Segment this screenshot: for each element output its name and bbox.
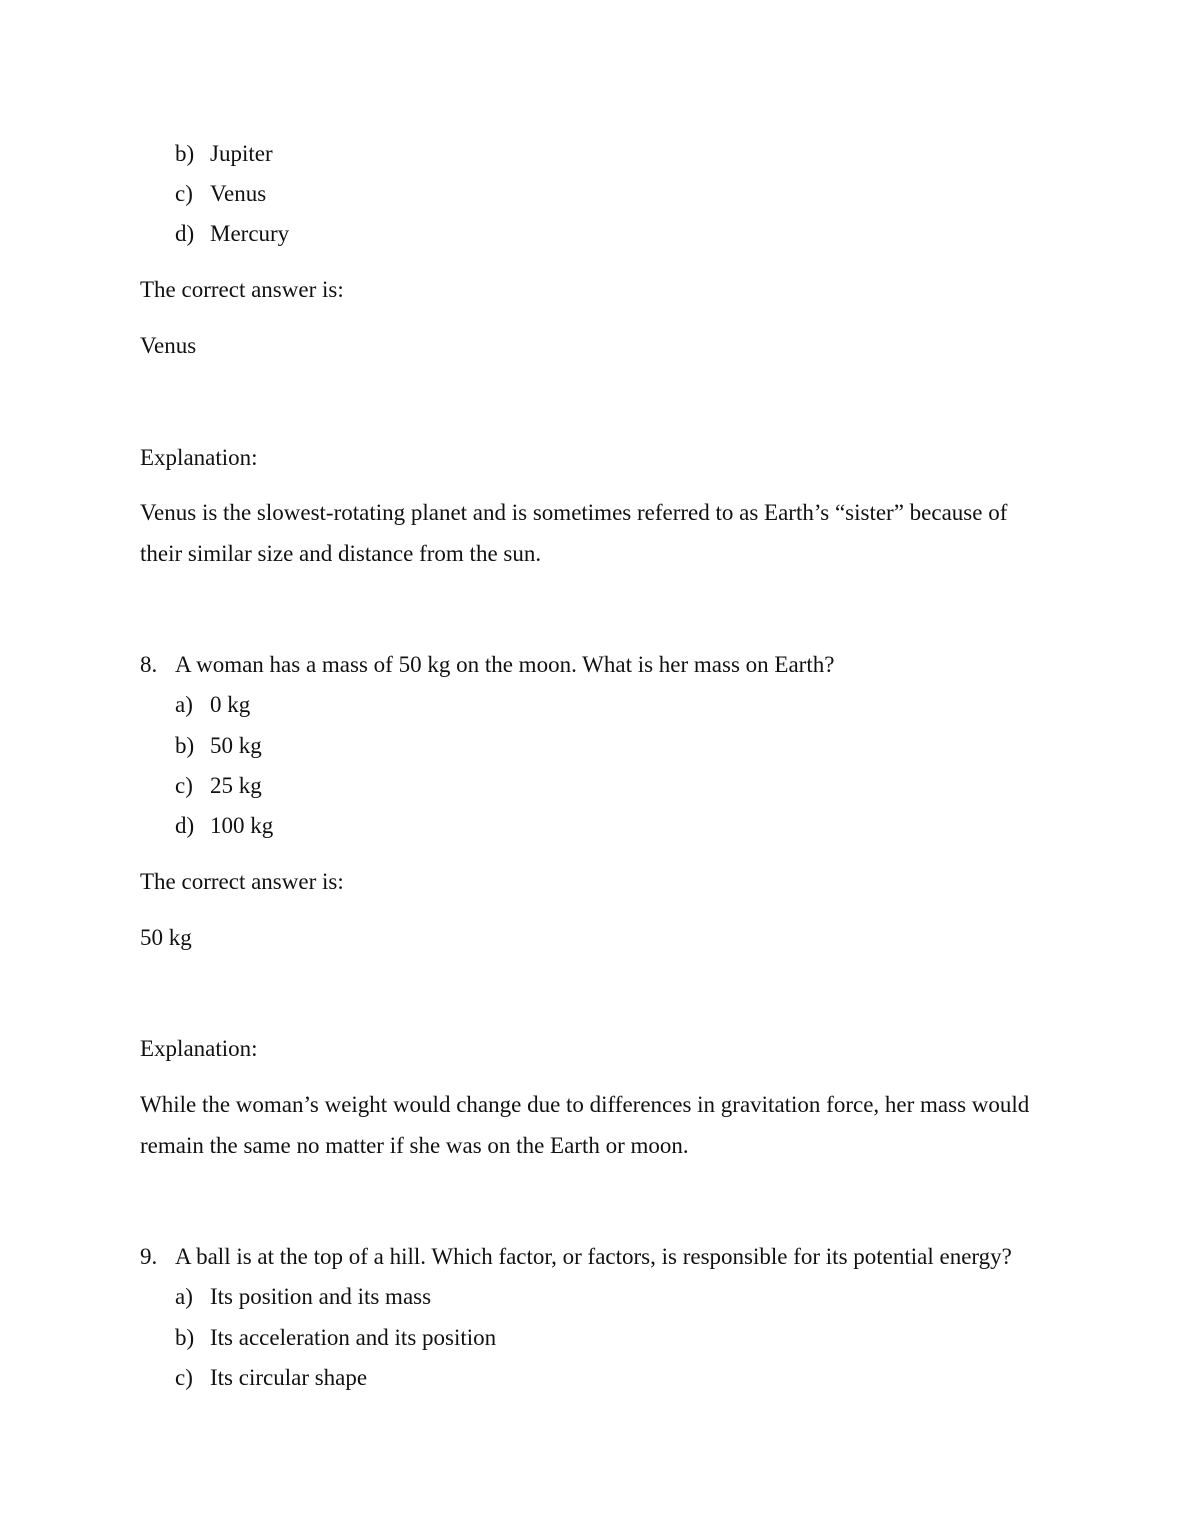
explanation-line: remain the same no matter if she was on the Earth or moon. — [140, 1133, 689, 1158]
question-text: A woman has a mass of 50 kg on the moon. What is her mass on Earth? — [175, 652, 835, 677]
option-text: 50 kg — [210, 733, 262, 758]
question-number: 9. — [140, 1244, 158, 1269]
option-letter: c) — [175, 773, 193, 798]
option-text: 0 kg — [210, 692, 251, 717]
explanation-line: their similar size and distance from the sun. — [140, 541, 542, 566]
option-letter: d) — [175, 221, 195, 246]
question-number: 8. — [140, 652, 158, 677]
option-text: Its acceleration and its position — [210, 1325, 497, 1350]
explanation-label: Explanation: — [140, 445, 258, 470]
option-letter: b) — [175, 733, 195, 758]
option-text: Its circular shape — [210, 1365, 368, 1390]
explanation-line: While the woman’s weight would change due to differences in gravitation force, her mass would — [140, 1092, 1030, 1117]
explanation-line: Venus is the slowest-rotating planet and is sometimes referred to as Earth’s “sister” because of — [140, 500, 1008, 525]
answer-value: 50 kg — [140, 925, 192, 950]
option-letter: b) — [175, 1325, 195, 1350]
option-text: 100 kg — [210, 813, 274, 838]
option-text: Venus — [210, 181, 267, 206]
option-text: 25 kg — [210, 773, 262, 798]
answer-value: Venus — [140, 333, 197, 358]
option-letter: b) — [175, 141, 195, 166]
option-text: Jupiter — [210, 141, 273, 166]
option-letter: c) — [175, 1365, 193, 1390]
explanation-label: Explanation: — [140, 1036, 258, 1061]
option-text: Its position and its mass — [210, 1284, 432, 1309]
option-letter: c) — [175, 181, 193, 206]
option-letter: d) — [175, 813, 195, 838]
answer-label: The correct answer is: — [140, 277, 344, 302]
answer-label: The correct answer is: — [140, 869, 344, 894]
question-text: A ball is at the top of a hill. Which factor, or factors, is responsible for its potential energy? — [175, 1244, 1012, 1269]
option-letter: a) — [175, 1284, 193, 1309]
option-text: Mercury — [210, 221, 290, 246]
option-letter: a) — [175, 692, 193, 717]
